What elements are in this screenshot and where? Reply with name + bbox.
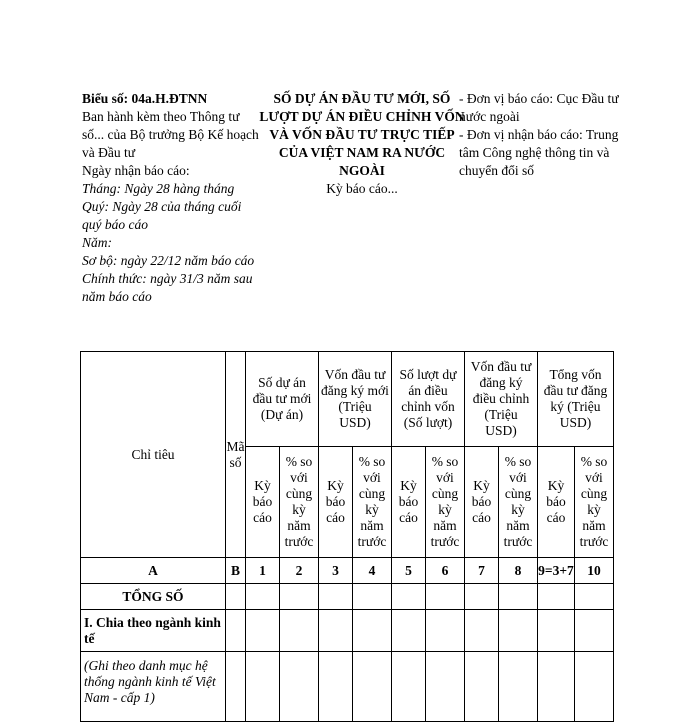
- code-cell: 5: [392, 558, 426, 584]
- report-period: Kỳ báo cáo...: [326, 181, 398, 196]
- group-header-adjusted-projects: Số lượt dự án điều chỉnh vốn (Số lượt): [392, 352, 465, 447]
- report-table: [80, 351, 614, 722]
- code-cell: 6: [426, 558, 465, 584]
- form-number: Biểu số: 04a.H.ĐTNN: [82, 91, 208, 106]
- header-right: [459, 90, 629, 180]
- sub-header-compare: % so với cùng kỳ năm trước: [426, 447, 465, 558]
- group-header-total-capital: Tổng vốn đầu tư đăng ký (Triệu USD): [538, 352, 614, 447]
- reporting-unit: - Đơn vị báo cáo: Cục Đầu tư nước ngoài: [459, 91, 619, 124]
- code-cell: B: [226, 558, 246, 584]
- table-row: [81, 652, 614, 722]
- code-cell: 2: [280, 558, 319, 584]
- yearly-label: Năm:: [82, 235, 112, 250]
- receive-date-label: Ngày nhận báo cáo:: [82, 163, 190, 178]
- code-cell: 3: [319, 558, 353, 584]
- group-header-new-projects: Số dự án đầu tư mới (Dự án): [246, 352, 319, 447]
- preliminary-deadline: Sơ bộ: ngày 22/12 năm báo cáo: [82, 253, 255, 268]
- sub-header-period: Kỳ báo cáo: [246, 447, 280, 558]
- row-by-sector-label: I. Chia theo ngành kinh tế: [81, 610, 226, 652]
- table-row: [81, 610, 614, 652]
- issued-with-text: Ban hành kèm theo Thông tư số... của Bộ trưởng Bộ Kế hoạch và Đầu tư: [82, 109, 259, 160]
- sub-header-compare: % so với cùng kỳ năm trước: [353, 447, 392, 558]
- header-left: [82, 90, 262, 306]
- sub-header-period: Kỳ báo cáo: [319, 447, 353, 558]
- indicator-header: Chỉ tiêu: [81, 352, 226, 558]
- group-header-adjusted-capital: Vốn đầu tư đăng ký điều chỉnh (Triệu USD): [465, 352, 538, 447]
- monthly-deadline: Tháng: Ngày 28 hàng tháng: [82, 181, 235, 196]
- sub-header-period: Kỳ báo cáo: [392, 447, 426, 558]
- sub-header-compare: % so với cùng kỳ năm trước: [499, 447, 538, 558]
- sub-header-period: Kỳ báo cáo: [465, 447, 499, 558]
- code-cell: 7: [465, 558, 499, 584]
- sub-header-compare: % so với cùng kỳ năm trước: [280, 447, 319, 558]
- table-row: [81, 584, 614, 610]
- row-sector-note: (Ghi theo danh mục hệ thống ngành kinh tế Việt Nam - cấp 1): [81, 652, 226, 722]
- code-cell: 10: [575, 558, 614, 584]
- group-header-new-capital: Vốn đầu tư đăng ký mới (Triệu USD): [319, 352, 392, 447]
- code-cell: A: [81, 558, 226, 584]
- sub-header-period: Kỳ báo cáo: [538, 447, 575, 558]
- official-deadline: Chính thức: ngày 31/3 năm sau năm báo cáo: [82, 271, 253, 304]
- code-cell: 8: [499, 558, 538, 584]
- row-total-label: TỔNG SỐ: [81, 584, 226, 610]
- header-center: [258, 90, 466, 198]
- code-cell: 1: [246, 558, 280, 584]
- code-cell: 4: [353, 558, 392, 584]
- column-code-row: [81, 558, 614, 584]
- code-header: Mã số: [226, 352, 246, 558]
- receiving-unit: - Đơn vị nhận báo cáo: Trung tâm Công nghệ thông tin và chuyển đổi số: [459, 127, 619, 178]
- quarterly-deadline: Quý: Ngày 28 của tháng cuối quý báo cáo: [82, 199, 242, 232]
- sub-header-compare: % so với cùng kỳ năm trước: [575, 447, 614, 558]
- code-cell: 9=3+7: [538, 558, 575, 584]
- report-title: SỐ DỰ ÁN ĐẦU TƯ MỚI, SỐ LƯỢT DỰ ÁN ĐIỀU CHỈNH VỐN VÀ VỐN ĐẦU TƯ TRỰC TIẾP CỦA VIỆT NAM RA NƯỚC NGOÀI: [259, 91, 465, 178]
